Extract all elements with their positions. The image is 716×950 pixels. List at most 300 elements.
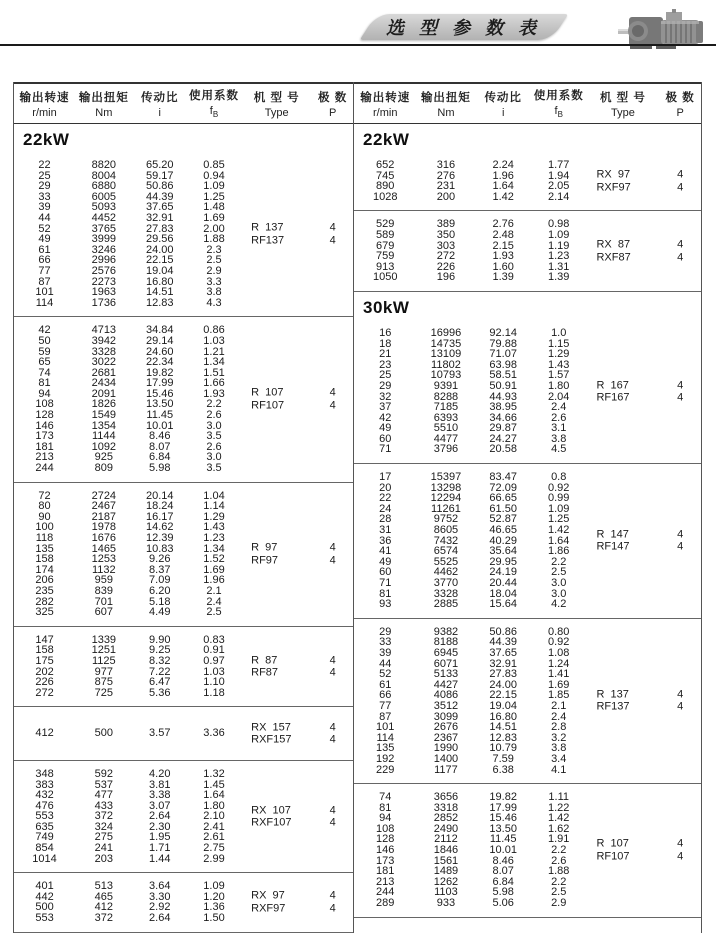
cell-torque: 324 [94, 820, 113, 833]
cell-torque: 2681 [91, 366, 117, 379]
cell-ratio: 83.47 [489, 471, 517, 484]
header-label-cn: 极 数 [318, 91, 348, 104]
cell-ratio: 14.62 [145, 521, 174, 534]
cell-factor: 3.8 [551, 742, 567, 755]
cell-factor: 1.69 [203, 563, 225, 576]
cell-torque: 977 [94, 665, 113, 678]
cell-torque: 13298 [430, 481, 462, 494]
cell-factor: 1.57 [548, 369, 570, 382]
pole-count-labels [659, 688, 701, 713]
cell-ratio: 20.58 [489, 443, 517, 456]
cell-ratio: 15.46 [145, 387, 174, 400]
cell-factor: 1.42 [548, 812, 570, 825]
cell-ratio: 63.98 [489, 358, 517, 371]
cell-factor: 0.8 [551, 471, 567, 484]
cell-factor: 1.41 [548, 668, 570, 681]
model-type: RX 97 [251, 889, 285, 902]
cell-speed: 325 [35, 606, 54, 619]
table-row [14, 421, 353, 432]
cell-speed: 28 [379, 513, 392, 526]
table-row [354, 722, 701, 733]
header-label-cn: 输出扭矩 [78, 91, 129, 104]
cell-ratio: 15.64 [489, 598, 517, 611]
section-heading-22kw: 22kW [363, 130, 410, 149]
cell-speed: 49 [379, 422, 392, 435]
column-header-speed [354, 89, 416, 119]
cell-factor: 0.86 [203, 324, 225, 337]
cell-torque: 2112 [434, 833, 458, 846]
table-row [354, 637, 701, 648]
cell-factor: 1.69 [203, 211, 225, 224]
table-row [354, 557, 701, 568]
cell-speed: 174 [35, 563, 54, 576]
cell-factor: 2.00 [203, 222, 225, 235]
cell-torque: 2885 [433, 598, 459, 611]
table-row [354, 866, 701, 877]
cell-factor: 1.48 [203, 201, 225, 214]
pole-count: 4 [329, 804, 336, 817]
cell-torque: 9382 [433, 625, 459, 638]
data-block [14, 873, 353, 932]
cell-speed: 36 [379, 534, 392, 547]
cell-speed: 93 [379, 598, 392, 611]
pole-count-labels [312, 222, 353, 247]
table-row [14, 277, 353, 288]
cell-factor: 2.41 [203, 820, 225, 833]
pole-count-labels [312, 721, 353, 746]
cell-speed: 118 [35, 532, 54, 544]
cell-torque: 2467 [91, 500, 117, 513]
column-header-ratio [475, 89, 531, 119]
cell-torque: 3796 [433, 443, 459, 456]
cell-ratio: 24.60 [145, 345, 174, 358]
cell-ratio: 6.47 [149, 676, 171, 689]
cell-ratio: 13.50 [489, 822, 517, 835]
table-header [14, 82, 353, 124]
cell-factor: 1.88 [203, 233, 225, 246]
cell-speed: 635 [35, 820, 54, 833]
cell-torque: 241 [94, 842, 113, 855]
cell-speed: 229 [376, 763, 395, 776]
cell-speed: 146 [35, 419, 54, 432]
cell-factor: 3.4 [551, 752, 567, 765]
table-row [354, 339, 701, 350]
column-header-factor [531, 87, 587, 119]
table-row [354, 627, 701, 638]
cell-speed: 29 [379, 625, 392, 638]
cell-factor: 2.4 [551, 401, 567, 414]
cell-ratio: 59.17 [145, 169, 174, 182]
cell-torque: 607 [94, 606, 113, 619]
cell-ratio: 17.99 [145, 377, 174, 390]
cell-speed: 589 [376, 228, 395, 241]
model-type: RF167 [596, 391, 630, 404]
table-row [14, 843, 353, 854]
model-type: RF87 [251, 666, 279, 679]
cell-factor: 1.91 [548, 833, 570, 846]
cell-torque: 513 [94, 880, 113, 893]
cell-ratio: 13.50 [145, 398, 174, 411]
cell-factor: 1.94 [548, 169, 570, 182]
cell-factor: 0.98 [548, 218, 570, 231]
table-row [14, 780, 353, 791]
model-type: R 137 [596, 688, 629, 701]
cell-ratio: 24.27 [489, 432, 517, 445]
cell-speed: 52 [38, 222, 51, 235]
table-row [14, 160, 353, 171]
cell-ratio: 35.64 [489, 545, 517, 558]
cell-speed: 101 [376, 721, 395, 734]
header-label-cn: 使用系数 [533, 90, 584, 103]
cell-ratio: 19.04 [489, 699, 517, 712]
table-row [354, 219, 701, 230]
pole-count: 4 [329, 654, 336, 667]
cell-factor: 1.34 [203, 542, 225, 555]
cell-ratio: 61.50 [489, 502, 517, 515]
cell-factor: 1.20 [203, 890, 225, 903]
cell-torque: 8605 [433, 524, 459, 537]
cell-ratio: 29.87 [489, 422, 517, 435]
table-row [14, 336, 353, 347]
cell-speed: 401 [35, 880, 54, 893]
cell-ratio: 18.24 [145, 500, 174, 513]
cell-factor: 2.4 [206, 595, 222, 608]
cell-speed: 101 [35, 286, 54, 299]
cell-torque: 350 [436, 228, 456, 241]
cell-speed: 49 [379, 555, 392, 568]
data-block [14, 761, 353, 873]
cell-factor: 3.0 [551, 587, 567, 600]
cell-torque: 372 [94, 912, 113, 925]
cell-speed: 500 [35, 901, 54, 914]
cell-ratio: 1.60 [492, 260, 514, 273]
cell-factor: 2.1 [551, 699, 567, 712]
cell-ratio: 38.95 [489, 401, 517, 414]
cell-ratio: 44.93 [489, 390, 517, 403]
model-type-labels [241, 222, 312, 247]
cell-speed: 94 [38, 387, 51, 400]
cell-factor: 1.25 [548, 513, 570, 526]
pole-count: 4 [677, 379, 684, 391]
cell-factor: 2.2 [551, 555, 567, 568]
cell-speed: 175 [35, 654, 54, 667]
column-header-ratio [133, 89, 187, 119]
cell-torque: 1132 [92, 563, 116, 576]
pole-count-labels [312, 387, 353, 412]
cell-ratio: 11.45 [489, 833, 517, 846]
table-column-1 [353, 82, 702, 933]
header-label-unit: i [501, 106, 505, 119]
pole-count: 4 [329, 733, 336, 746]
cell-factor: 1.29 [548, 348, 570, 361]
model-type: RX 87 [596, 238, 631, 251]
cell-torque: 196 [436, 271, 456, 284]
cell-factor: 1.80 [203, 799, 225, 812]
cell-ratio: 2.15 [492, 239, 514, 252]
table-row [14, 347, 353, 358]
header-label-cn: 传动比 [141, 91, 179, 104]
cell-ratio: 3.30 [149, 890, 171, 903]
data-block [354, 464, 701, 619]
cell-ratio: 6.20 [149, 584, 171, 597]
cell-factor: 1.85 [548, 689, 570, 702]
cell-speed: 87 [38, 275, 51, 288]
cell-ratio: 17.99 [489, 801, 517, 814]
cell-torque: 231 [436, 180, 456, 193]
cell-torque: 9752 [433, 513, 459, 526]
cell-factor: 2.5 [206, 606, 222, 619]
page-header [0, 8, 716, 44]
cell-ratio: 50.91 [489, 379, 517, 392]
cell-ratio: 1.71 [149, 842, 171, 855]
cell-speed: 289 [376, 897, 395, 910]
cell-factor: 3.0 [551, 577, 567, 589]
cell-torque: 537 [94, 778, 113, 791]
cell-factor: 2.4 [551, 710, 567, 723]
cell-factor: 1.66 [203, 377, 225, 390]
cell-speed: 412 [35, 727, 54, 740]
cell-torque: 3512 [433, 699, 459, 712]
table-row [354, 272, 701, 283]
cell-torque: 1177 [434, 763, 458, 776]
cell-speed: 158 [35, 644, 54, 657]
cell-ratio: 19.82 [145, 366, 174, 379]
model-type-labels [241, 387, 312, 412]
data-block [14, 152, 353, 317]
cell-ratio: 16.17 [145, 510, 174, 523]
header-label-cn: 使用系数 [188, 90, 239, 103]
cell-torque: 1251 [91, 644, 117, 657]
cell-ratio: 27.83 [145, 222, 174, 235]
cell-factor: 0.92 [548, 636, 570, 649]
cell-torque: 1978 [91, 521, 117, 534]
data-block [14, 627, 353, 708]
cell-factor: 3.5 [206, 430, 222, 443]
table-row [354, 567, 701, 578]
cell-torque: 925 [94, 451, 113, 464]
cell-speed: 16 [379, 326, 392, 339]
model-type: RXF107 [251, 816, 292, 829]
cell-torque: 5133 [433, 668, 459, 681]
table-row [354, 824, 701, 835]
cell-factor: 3.2 [551, 731, 567, 744]
cell-ratio: 19.04 [145, 264, 174, 277]
cell-factor: 1.50 [203, 912, 225, 925]
model-type-labels [586, 688, 659, 713]
cell-speed: 81 [379, 587, 392, 600]
cell-factor: 0.83 [203, 633, 225, 646]
cell-speed: 213 [376, 875, 395, 888]
cell-speed: 432 [35, 789, 54, 802]
cell-speed: 24 [379, 502, 392, 515]
cell-ratio: 15.46 [489, 812, 517, 825]
header-label-unit: $f_B$ [209, 105, 219, 120]
table-row [14, 452, 353, 463]
cell-speed: 383 [35, 778, 54, 791]
pole-count: 4 [329, 399, 336, 412]
cell-factor: 3.3 [206, 275, 222, 288]
cell-factor: 2.9 [551, 897, 567, 910]
section-heading-30kw: 30kW [363, 297, 410, 317]
cell-torque: 303 [436, 239, 456, 252]
cell-ratio: 5.06 [492, 897, 514, 910]
cell-ratio: 6.38 [492, 763, 514, 776]
cell-torque: 1253 [91, 553, 117, 566]
cell-torque: 8188 [433, 636, 459, 649]
table-row [14, 357, 353, 368]
pole-count: 4 [677, 251, 684, 264]
cell-torque: 12294 [430, 492, 462, 505]
cell-factor: 1.64 [548, 534, 570, 547]
model-type: R 97 [251, 541, 278, 554]
table-row [14, 512, 353, 523]
cell-factor: 1.43 [203, 521, 225, 534]
pole-count: 4 [677, 528, 684, 541]
cell-speed: 74 [38, 366, 51, 379]
cell-factor: 1.45 [203, 778, 225, 791]
data-block [14, 483, 353, 627]
cell-speed: 44 [38, 211, 51, 224]
cell-speed: 114 [35, 296, 54, 309]
column-header-speed [14, 89, 75, 119]
cell-torque: 2490 [433, 822, 459, 835]
cell-factor: 2.9 [206, 264, 222, 277]
table-row [354, 444, 701, 455]
cell-factor: 1.93 [203, 387, 225, 400]
model-type-labels [241, 721, 312, 746]
cell-speed: 31 [379, 524, 392, 537]
cell-ratio: 4.49 [149, 606, 171, 619]
pole-count: 4 [329, 816, 336, 829]
cell-torque: 933 [436, 897, 456, 910]
cell-speed: 749 [35, 831, 54, 844]
cell-speed: 81 [38, 377, 51, 390]
cell-torque: 14735 [430, 337, 462, 350]
cell-factor: 2.8 [551, 721, 567, 734]
cell-torque: 3318 [433, 801, 459, 814]
cell-ratio: 50.86 [145, 180, 174, 193]
cell-ratio: 2.76 [492, 218, 514, 231]
table-row [354, 733, 701, 744]
cell-speed: 213 [35, 451, 54, 464]
cell-factor: 1.03 [203, 334, 225, 347]
cell-speed: 52 [379, 668, 392, 681]
model-type: R 107 [251, 386, 284, 399]
cell-speed: 529 [376, 218, 395, 231]
cell-torque: 3099 [433, 710, 459, 723]
model-type-labels [241, 654, 312, 679]
cell-ratio: 24.00 [145, 243, 174, 256]
cell-speed: 553 [35, 912, 54, 925]
cell-ratio: 12.39 [145, 532, 174, 544]
cell-torque: 316 [436, 159, 456, 171]
cell-torque: 3942 [91, 334, 117, 347]
cell-ratio: 11.45 [146, 409, 174, 422]
table-row [354, 578, 701, 589]
cell-speed: 913 [376, 260, 395, 273]
cell-torque: 3999 [91, 233, 117, 246]
cell-torque: 2852 [433, 812, 459, 825]
cell-factor: 3.0 [206, 451, 222, 464]
header-label-unit: Type [264, 106, 289, 119]
cell-speed: 854 [35, 842, 54, 855]
model-type: R 137 [251, 221, 284, 234]
cell-torque: 226 [436, 260, 456, 273]
cell-speed: 1014 [32, 852, 57, 865]
table-row [354, 792, 701, 803]
cell-speed: 74 [379, 791, 392, 804]
pole-count: 4 [677, 181, 684, 194]
table-row [354, 360, 701, 371]
cell-speed: 33 [38, 190, 51, 203]
cell-torque: 6574 [433, 545, 459, 558]
model-type-labels [586, 528, 659, 553]
cell-ratio: 7.09 [149, 574, 171, 587]
cell-speed: 442 [35, 890, 54, 903]
cell-ratio: 1.93 [492, 250, 514, 263]
pole-count: 4 [329, 234, 336, 247]
cell-speed: 652 [376, 159, 395, 171]
cell-torque: 7432 [433, 534, 459, 547]
cell-factor: 1.14 [203, 500, 225, 513]
cell-speed: 181 [35, 440, 54, 453]
cell-factor: 3.36 [203, 727, 225, 740]
model-type: RXF157 [251, 733, 292, 746]
cell-ratio: 79.88 [489, 337, 517, 350]
cell-factor: 3.1 [551, 422, 567, 435]
cell-speed: 77 [38, 264, 51, 277]
cell-factor: 1.88 [548, 865, 570, 878]
cell-factor: 1.24 [548, 657, 570, 670]
model-type: R 87 [251, 654, 278, 667]
data-block [14, 707, 353, 761]
cell-speed: 66 [38, 254, 51, 267]
data-block [14, 317, 353, 482]
cell-torque: 1092 [91, 440, 117, 453]
cell-torque: 2724 [91, 489, 117, 502]
cell-torque: 3656 [433, 791, 459, 804]
cell-ratio: 18.04 [489, 587, 517, 600]
cell-speed: 41 [379, 545, 392, 558]
cell-ratio: 22.15 [489, 689, 517, 702]
cell-torque: 2676 [433, 721, 459, 734]
cell-factor: 2.61 [203, 831, 225, 844]
cell-factor: 1.43 [548, 358, 570, 371]
cell-factor: 1.80 [548, 379, 570, 392]
cell-ratio: 8.37 [149, 563, 171, 576]
cell-torque: 2367 [433, 731, 459, 744]
column-header-pole [659, 89, 701, 119]
cell-factor: 2.6 [551, 411, 567, 424]
table-row [354, 434, 701, 445]
cell-torque: 1489 [433, 865, 459, 878]
cell-torque: 1736 [91, 296, 117, 309]
cell-ratio: 16.80 [489, 710, 517, 723]
cell-ratio: 1.96 [492, 169, 514, 182]
table-row [354, 813, 701, 824]
cell-speed: 66 [379, 689, 392, 702]
cell-speed: 244 [35, 462, 54, 475]
cell-speed: 42 [38, 324, 51, 337]
header-label-unit: $f_B$ [554, 105, 563, 120]
cell-speed: 679 [376, 239, 395, 252]
cell-factor: 1.19 [548, 239, 570, 252]
cell-factor: 0.80 [548, 625, 570, 638]
cell-torque: 275 [94, 831, 113, 844]
cell-torque: 3770 [433, 577, 459, 589]
cell-ratio: 1.39 [492, 271, 514, 284]
cell-torque: 272 [436, 250, 456, 263]
